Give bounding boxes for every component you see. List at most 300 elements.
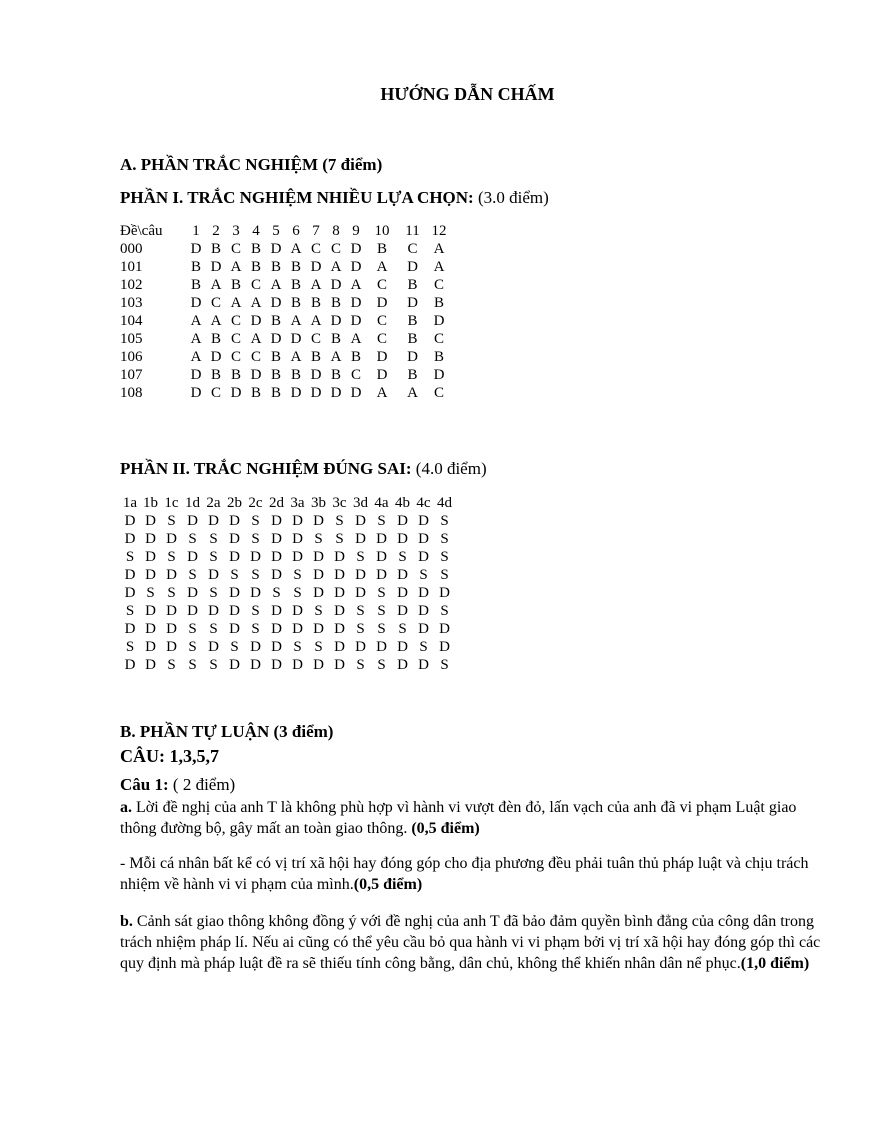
- table-cell: D: [166, 531, 177, 547]
- table-cell: D: [229, 549, 240, 565]
- table-cell: D: [187, 549, 198, 565]
- table-cell: S: [251, 513, 260, 529]
- table-cell: D: [187, 513, 198, 529]
- table-cell: S: [230, 639, 239, 655]
- table-cell: D: [145, 531, 156, 547]
- table-cell: D: [334, 603, 345, 619]
- table-cell: D: [418, 513, 429, 529]
- table-cell: D: [166, 567, 177, 583]
- header-cell: 11: [405, 223, 420, 239]
- part1-heading: [120, 188, 549, 208]
- table-row: [120, 294, 451, 312]
- table-cell: S: [314, 603, 323, 619]
- table-cell: A: [230, 295, 242, 311]
- table-cell: D: [310, 259, 322, 275]
- header-cell: 4a: [374, 495, 389, 511]
- table-cell: S: [440, 603, 449, 619]
- part1-points: (3.0 điểm): [473, 188, 549, 207]
- table-cell: A: [250, 331, 262, 347]
- table-row: [120, 512, 455, 530]
- table-cell: D: [334, 585, 345, 601]
- table-cell: B: [407, 367, 418, 383]
- table-cell: D: [334, 567, 345, 583]
- table-cell: D: [250, 367, 262, 383]
- table-cell: B: [270, 367, 281, 383]
- table-cell: A: [330, 349, 342, 365]
- table-cell: D: [439, 585, 450, 601]
- table-row: [120, 638, 455, 656]
- table-cell: D: [250, 657, 261, 673]
- answer-b-paragraph: [120, 911, 835, 974]
- table-cell: B: [270, 349, 281, 365]
- table-cell: C: [250, 349, 261, 365]
- table-cell: A: [230, 259, 242, 275]
- table-row: [120, 584, 455, 602]
- table-cell: B: [250, 385, 261, 401]
- table-cell: D: [397, 513, 408, 529]
- table-cell: D: [407, 349, 418, 365]
- table-row: [120, 240, 451, 258]
- table-cell: S: [440, 531, 449, 547]
- table-cell: S: [440, 657, 449, 673]
- table-cell: C: [230, 331, 241, 347]
- table-cell: A: [330, 259, 342, 275]
- table-cell: C: [433, 385, 444, 401]
- table-cell: B: [290, 367, 301, 383]
- header-cell: 1d: [185, 495, 200, 511]
- table-cell: A: [190, 331, 202, 347]
- table-cell: D: [124, 531, 136, 547]
- table-cell: B: [270, 385, 281, 401]
- table-cell: B: [250, 259, 261, 275]
- header-cell: 4c: [416, 495, 431, 511]
- table-cell: S: [251, 603, 260, 619]
- table-cell: S: [293, 585, 302, 601]
- table-cell: S: [230, 567, 239, 583]
- header-cell: 9: [352, 223, 360, 239]
- table-cell: S: [209, 621, 218, 637]
- table-cell: S: [125, 549, 135, 565]
- table-cell: 101: [120, 259, 143, 275]
- table-row: [120, 620, 455, 638]
- header-cell: 3b: [311, 495, 326, 511]
- answer-a2-score: (0,5 điểm): [353, 876, 423, 893]
- table-cell: D: [190, 385, 202, 401]
- table-cell: D: [270, 295, 282, 311]
- header-cell: 3c: [332, 495, 347, 511]
- table-cell: S: [440, 513, 449, 529]
- section-b-heading: B. PHẦN TỰ LUẬN (3 điểm): [120, 722, 334, 741]
- table-row: [120, 602, 455, 620]
- table-cell: S: [335, 513, 344, 529]
- table-cell: 106: [120, 349, 143, 365]
- table-cell: A: [210, 277, 222, 293]
- table-cell: D: [210, 349, 222, 365]
- table-cell: 103: [120, 295, 143, 311]
- table-cell: D: [418, 531, 429, 547]
- header-cell: 2: [212, 223, 220, 239]
- table-cell: D: [376, 639, 387, 655]
- table-row: [120, 330, 451, 348]
- table-cell: C: [433, 277, 444, 293]
- table-cell: D: [292, 657, 303, 673]
- table-cell: D: [433, 367, 445, 383]
- table-cell: B: [433, 295, 444, 311]
- table-cell: D: [208, 513, 219, 529]
- table-cell: D: [376, 531, 387, 547]
- table-cell: D: [313, 513, 324, 529]
- table-cell: D: [145, 603, 156, 619]
- table-cell: B: [290, 277, 301, 293]
- table-cell: D: [229, 585, 240, 601]
- table-cell: S: [125, 639, 135, 655]
- table-row: [120, 312, 451, 330]
- table-cell: B: [210, 331, 221, 347]
- table-cell: D: [250, 313, 262, 329]
- header-cell: 10: [374, 223, 390, 239]
- table-cell: D: [229, 603, 240, 619]
- table-cell: A: [270, 277, 282, 293]
- table-cell: D: [330, 277, 342, 293]
- table-cell: C: [330, 241, 341, 257]
- answer-a-score: (0,5 điểm): [411, 820, 480, 837]
- table-cell: S: [356, 621, 365, 637]
- table-cell: D: [271, 513, 282, 529]
- answer-a-prefix: a.: [120, 799, 132, 816]
- table-cell: A: [310, 277, 322, 293]
- table-cell: A: [190, 349, 202, 365]
- table-cell: D: [350, 313, 362, 329]
- table-cell: S: [167, 657, 176, 673]
- table-cell: S: [356, 603, 365, 619]
- part2-label: PHẦN II. TRẮC NGHIỆM ĐÚNG SAI:: [120, 459, 412, 478]
- table-cell: D: [313, 549, 324, 565]
- header-cell: 1a: [122, 495, 138, 511]
- table-cell: S: [398, 549, 407, 565]
- table-cell: D: [397, 585, 408, 601]
- part2-points: (4.0 điểm): [411, 459, 487, 478]
- answer-b-text: Cảnh sát giao thông không đồng ý với đề nghị của anh T đã bảo đảm quyền bình đẳng của công dân trong trách nhiệm pháp lí. Nếu ai cũng có thể yêu cầu bỏ qua hành vi vi phạm bởi vị trí xã hội hay đóng góp thì các quy định mà pháp luật đề ra sẽ thiếu tính công bằng, dân chủ, không thể khiến nhân dân nể phục.: [120, 913, 821, 972]
- table-cell: C: [376, 277, 387, 293]
- table-cell: S: [356, 549, 365, 565]
- table-cell: B: [250, 241, 261, 257]
- table-cell: C: [376, 331, 387, 347]
- table-cell: D: [292, 531, 303, 547]
- answer-b-score: (1,0 điểm): [740, 955, 810, 972]
- table-cell: D: [330, 385, 342, 401]
- table-cell: D: [124, 621, 136, 637]
- table-cell: B: [290, 295, 301, 311]
- table-cell: S: [314, 639, 323, 655]
- table-cell: D: [313, 567, 324, 583]
- table-cell: S: [377, 657, 386, 673]
- table-cell: D: [208, 603, 219, 619]
- table-cell: S: [377, 585, 386, 601]
- table-cell: D: [313, 621, 324, 637]
- table-cell: C: [310, 241, 321, 257]
- table-cell: C: [230, 313, 241, 329]
- table-cell: S: [167, 513, 176, 529]
- question1-heading: [120, 775, 235, 795]
- answer-a2-paragraph: [120, 853, 835, 895]
- table-cell: B: [190, 259, 201, 275]
- table-cell: D: [271, 549, 282, 565]
- table-cell: B: [350, 349, 361, 365]
- table-cell: D: [355, 585, 366, 601]
- table-cell: B: [330, 367, 341, 383]
- table-cell: D: [350, 295, 362, 311]
- table-cell: C: [230, 241, 241, 257]
- table-cell: D: [334, 621, 345, 637]
- table-cell: B: [330, 295, 341, 311]
- table-cell: D: [270, 331, 282, 347]
- table-cell: S: [209, 657, 218, 673]
- table-cell: D: [208, 639, 219, 655]
- table-cell: S: [335, 531, 344, 547]
- table-cell: D: [418, 603, 429, 619]
- header-cell: 3: [232, 223, 240, 239]
- table-cell: D: [334, 657, 345, 673]
- table-cell: D: [124, 567, 136, 583]
- table-cell: D: [376, 549, 387, 565]
- table-cell: D: [355, 531, 366, 547]
- table-row: [120, 348, 451, 366]
- table-cell: D: [292, 621, 303, 637]
- table-cell: A: [350, 277, 362, 293]
- table-cell: C: [250, 277, 261, 293]
- table-cell: D: [355, 513, 366, 529]
- table-cell: C: [350, 367, 361, 383]
- table-cell: C: [376, 313, 387, 329]
- table-cell: D: [355, 639, 366, 655]
- table-cell: B: [270, 259, 281, 275]
- table-cell: D: [313, 657, 324, 673]
- table-cell: D: [145, 567, 156, 583]
- table-cell: A: [433, 259, 445, 275]
- table-cell: D: [418, 549, 429, 565]
- table-cell: C: [230, 349, 241, 365]
- table-cell: D: [313, 585, 324, 601]
- table-cell: D: [229, 621, 240, 637]
- table-cell: D: [190, 295, 202, 311]
- table-cell: D: [439, 621, 450, 637]
- table-cell: 000: [120, 241, 143, 257]
- table-cell: D: [208, 567, 219, 583]
- table-cell: D: [166, 621, 177, 637]
- header-cell: 3a: [290, 495, 305, 511]
- table-cell: B: [230, 367, 241, 383]
- table-row: [120, 548, 455, 566]
- table-cell: A: [250, 295, 262, 311]
- table-cell: D: [270, 241, 282, 257]
- table-cell: D: [229, 513, 240, 529]
- table-cell: D: [230, 385, 242, 401]
- table-cell: D: [397, 531, 408, 547]
- table-cell: D: [145, 657, 156, 673]
- table-cell: D: [433, 313, 445, 329]
- table-cell: 102: [120, 277, 143, 293]
- table-cell: C: [210, 295, 221, 311]
- table-cell: D: [418, 657, 429, 673]
- table-cell: D: [124, 657, 136, 673]
- table-cell: D: [250, 585, 261, 601]
- table-cell: D: [397, 567, 408, 583]
- table-cell: S: [251, 567, 260, 583]
- table-cell: S: [398, 621, 407, 637]
- table-cell: D: [190, 241, 202, 257]
- table-cell: D: [145, 549, 156, 565]
- table-cell: S: [188, 567, 197, 583]
- table-cell: D: [330, 313, 342, 329]
- table-cell: D: [271, 639, 282, 655]
- header-cell: 2c: [248, 495, 263, 511]
- table-cell: C: [310, 331, 321, 347]
- table-cell: D: [250, 639, 261, 655]
- true-false-answer-table: [120, 494, 455, 674]
- table-cell: S: [251, 531, 260, 547]
- table-cell: B: [270, 313, 281, 329]
- table-cell: S: [125, 603, 135, 619]
- table-cell: D: [350, 241, 362, 257]
- table-cell: D: [271, 567, 282, 583]
- table-cell: A: [310, 313, 322, 329]
- table-cell: C: [210, 385, 221, 401]
- header-cell: 1c: [164, 495, 179, 511]
- part1-label: PHẦN I. TRẮC NGHIỆM NHIỀU LỰA CHỌN:: [120, 188, 474, 207]
- table-cell: B: [433, 349, 444, 365]
- table-row: [120, 258, 451, 276]
- table-cell: B: [407, 277, 418, 293]
- table-cell: C: [433, 331, 444, 347]
- header-cell: 2a: [206, 495, 221, 511]
- table-cell: D: [292, 549, 303, 565]
- table-cell: D: [418, 585, 429, 601]
- table-cell: A: [290, 313, 302, 329]
- header-cell: 4d: [437, 495, 452, 511]
- table-cell: D: [166, 639, 177, 655]
- table-cell: A: [210, 313, 222, 329]
- table-cell: D: [334, 549, 345, 565]
- table-cell: A: [190, 313, 202, 329]
- header-cell: 5: [272, 223, 280, 239]
- answer-a2-text: - Mỗi cá nhân bất kể có vị trí xã hội hay đóng góp cho địa phương đều phải tuân thủ pháp luật và chịu trách nhiệm về hành vi vi phạm của mình.: [120, 855, 809, 893]
- table-cell: S: [167, 549, 176, 565]
- table-cell: S: [146, 585, 155, 601]
- table-cell: S: [209, 585, 218, 601]
- table-cell: D: [397, 639, 408, 655]
- header-cell: 1b: [143, 495, 158, 511]
- answer-a-text: Lời đề nghị của anh T là không phù hợp vì hành vi vượt đèn đỏ, lấn vạch của anh đã vi phạm Luật giao thông đường bộ, gây mất an toàn giao thông.: [120, 799, 797, 837]
- table-cell: D: [376, 367, 388, 383]
- table-row: [120, 276, 451, 294]
- header-cell: 7: [312, 223, 320, 239]
- table-header-row: [120, 222, 451, 240]
- table-cell: D: [292, 603, 303, 619]
- answer-a-paragraph: [120, 797, 835, 839]
- table-cell: D: [407, 259, 418, 275]
- table-cell: D: [187, 585, 198, 601]
- table-cell: B: [407, 313, 418, 329]
- table-cell: 107: [120, 367, 143, 383]
- table-cell: D: [124, 585, 136, 601]
- table-cell: D: [418, 621, 429, 637]
- table-cell: D: [334, 639, 345, 655]
- table-cell: S: [293, 639, 302, 655]
- header-cell: 8: [332, 223, 340, 239]
- table-cell: D: [407, 295, 418, 311]
- table-row: [120, 384, 451, 402]
- table-cell: D: [145, 639, 156, 655]
- table-cell: D: [187, 603, 198, 619]
- table-cell: S: [167, 585, 176, 601]
- table-cell: D: [310, 367, 322, 383]
- table-cell: D: [145, 621, 156, 637]
- header-cell: 4b: [395, 495, 410, 511]
- header-cell: 6: [292, 223, 300, 239]
- table-cell: B: [290, 259, 301, 275]
- answer-b-prefix: b.: [120, 913, 133, 930]
- question-list: CÂU: 1,3,5,7: [120, 746, 219, 766]
- header-cell: 4: [252, 223, 260, 239]
- table-cell: D: [397, 603, 408, 619]
- table-cell: D: [350, 259, 362, 275]
- table-cell: D: [290, 385, 302, 401]
- table-cell: A: [433, 241, 445, 257]
- header-cell: 2b: [227, 495, 242, 511]
- table-cell: A: [290, 241, 302, 257]
- table-cell: S: [188, 531, 197, 547]
- table-cell: B: [310, 349, 321, 365]
- table-cell: D: [124, 513, 136, 529]
- table-cell: S: [356, 657, 365, 673]
- table-cell: 105: [120, 331, 143, 347]
- table-cell: 104: [120, 313, 143, 329]
- table-cell: D: [210, 259, 222, 275]
- question1-points: ( 2 điểm): [168, 775, 236, 794]
- table-cell: B: [407, 331, 418, 347]
- table-cell: A: [376, 259, 388, 275]
- table-cell: D: [229, 657, 240, 673]
- header-cell: 1: [192, 223, 200, 239]
- table-cell: S: [209, 531, 218, 547]
- section-a-heading: A. PHẦN TRẮC NGHIỆM (7 điểm): [120, 155, 383, 174]
- question1-label: Câu 1:: [120, 775, 169, 794]
- header-cell: 2d: [269, 495, 284, 511]
- table-cell: B: [210, 241, 221, 257]
- table-cell: D: [397, 657, 408, 673]
- multiple-choice-answer-table: [120, 222, 451, 402]
- table-cell: D: [355, 567, 366, 583]
- table-cell: D: [166, 603, 177, 619]
- table-cell: B: [210, 367, 221, 383]
- table-cell: D: [271, 531, 282, 547]
- table-cell: B: [310, 295, 321, 311]
- table-cell: D: [145, 513, 156, 529]
- table-cell: A: [376, 385, 388, 401]
- table-cell: D: [250, 549, 261, 565]
- table-cell: D: [376, 295, 388, 311]
- table-cell: S: [293, 567, 302, 583]
- table-cell: A: [350, 331, 362, 347]
- table-cell: S: [377, 603, 386, 619]
- table-cell: B: [376, 241, 387, 257]
- table-cell: D: [290, 331, 302, 347]
- table-cell: S: [440, 549, 449, 565]
- table-cell: S: [188, 621, 197, 637]
- table-cell: S: [272, 585, 281, 601]
- table-cell: D: [271, 603, 282, 619]
- table-row: [120, 530, 455, 548]
